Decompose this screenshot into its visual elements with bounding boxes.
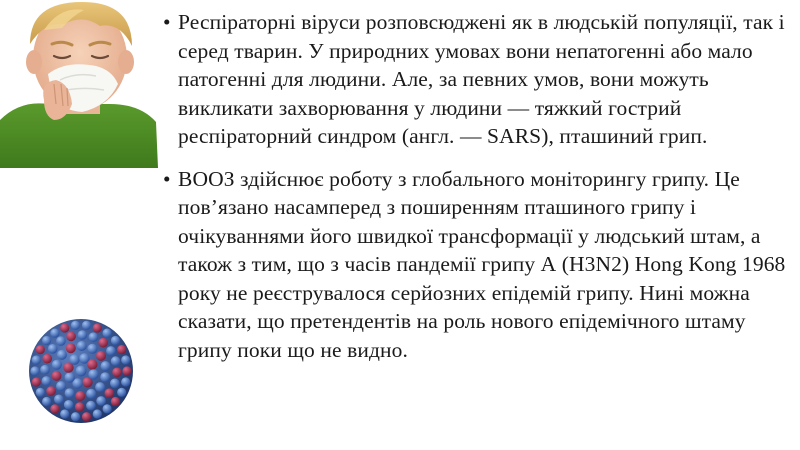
virus-surface-dot [86, 401, 96, 411]
virus-surface-dot [89, 332, 99, 342]
virus-surface-dot [36, 345, 45, 354]
bullet-item-who-monitoring [163, 165, 793, 365]
virus-surface-dot [96, 396, 106, 406]
virus-surface-dot [66, 343, 76, 353]
virus-surface-dot [86, 389, 96, 399]
virus-surface-dot [60, 323, 69, 332]
virus-surface-dot [82, 321, 91, 330]
virus-surface-dot [106, 346, 116, 356]
virus-surface-dot [77, 341, 87, 351]
virus-surface-dot [66, 332, 76, 342]
virus-surface-dot [111, 356, 121, 366]
virus-surface-dot [105, 388, 115, 398]
virus-surface-dot [87, 344, 97, 354]
virus-surface-dot [117, 345, 126, 354]
virus-surface-dot [50, 329, 59, 338]
virus-surface-dot [32, 355, 41, 364]
virus-surface-dot [56, 336, 66, 346]
bullet-marker: • [163, 166, 171, 191]
virus-surface-dot [75, 391, 85, 401]
virus-surface-dot [112, 368, 122, 378]
virus-surface-dot [100, 372, 110, 382]
virus-surface-dot [32, 377, 41, 386]
bullet-item-respiratory-viruses [163, 8, 793, 151]
virus-surface-dot [93, 409, 102, 418]
virus-surface-dot [42, 354, 52, 364]
virus-surface-dot [121, 377, 130, 386]
virus-surface-dot [78, 330, 88, 340]
child-blowing-nose-image [0, 0, 158, 168]
virus-surface-dot [57, 350, 67, 360]
virus-surface-dot [111, 397, 120, 406]
virus-surface-dot [75, 402, 85, 412]
virus-surface-dot [76, 366, 87, 377]
virus-surface-dot [69, 355, 79, 365]
virus-surface-dot [82, 412, 91, 421]
bullet-text: Респіраторні віруси розповсюджені як в людській популяції, так і серед тварин. У природних умовах вони непатогенні або мало патогенні для людини. Але, за певних умов, вони можуть викликати захворювання у людини — тяжкий гострий респіраторний синдром (англ. — SARS), пташиний грип. [178, 10, 785, 148]
virus-surface-dot [96, 351, 106, 361]
virus-surface-dot [93, 323, 102, 332]
virus-surface-dot [122, 366, 131, 375]
virus-surface-dot [88, 369, 98, 379]
virus-surface-dot [103, 404, 112, 413]
influenza-virus-image [22, 312, 140, 430]
virus-surface-dot [117, 388, 126, 397]
virus-surface-dot [36, 388, 45, 397]
bullet-text: ВООЗ здійснює роботу з глобального моніторингу грипу. Це пов’язано насамперед з поширенням пташиного грипу і очікуваннями його швидкої трансформації у людський штам, а також з тим, що з часів пандемії грипу А (H3N2) Hong Kong 1968 року не реєструвалося серйозних епідемій грипу. Нині можна сказати, що претендентів на роль нового епідемічного штаму грипу поки що не видно. [178, 166, 786, 362]
virus-surface-dot [65, 372, 75, 382]
bullet-marker: • [163, 10, 171, 34]
virus-surface-dot [56, 381, 66, 391]
virus-surface-dot [42, 376, 52, 386]
virus-surface-dot [64, 400, 74, 410]
virus-surface-dot [103, 329, 112, 338]
virus-surface-dot [98, 338, 108, 348]
virus-surface-dot [111, 336, 120, 345]
virus-surface-dot [121, 355, 130, 364]
virus-surface-dot [101, 361, 111, 371]
virus-surface-dot [71, 412, 80, 421]
bullet-list [163, 8, 793, 378]
virus-surface-dot [52, 360, 62, 370]
virus-surface-dot [87, 359, 97, 369]
virus-surface-dot [65, 388, 75, 398]
virus-surface-dot [54, 395, 64, 405]
virus-surface-dot [50, 404, 59, 413]
virus-surface-dot [60, 409, 69, 418]
virus-surface-dot [42, 397, 51, 406]
virus-surface-dot [110, 379, 120, 389]
virus-surface-dot [71, 321, 80, 330]
virus-surface-dot [95, 382, 105, 392]
virus-surface-dot [48, 344, 58, 354]
virus-surface-dot [52, 371, 62, 381]
virus-surface-dot [40, 365, 50, 375]
virus-surface-dot [42, 336, 51, 345]
virus-surface-dot [30, 366, 39, 375]
virus-surface-dot [46, 386, 56, 396]
